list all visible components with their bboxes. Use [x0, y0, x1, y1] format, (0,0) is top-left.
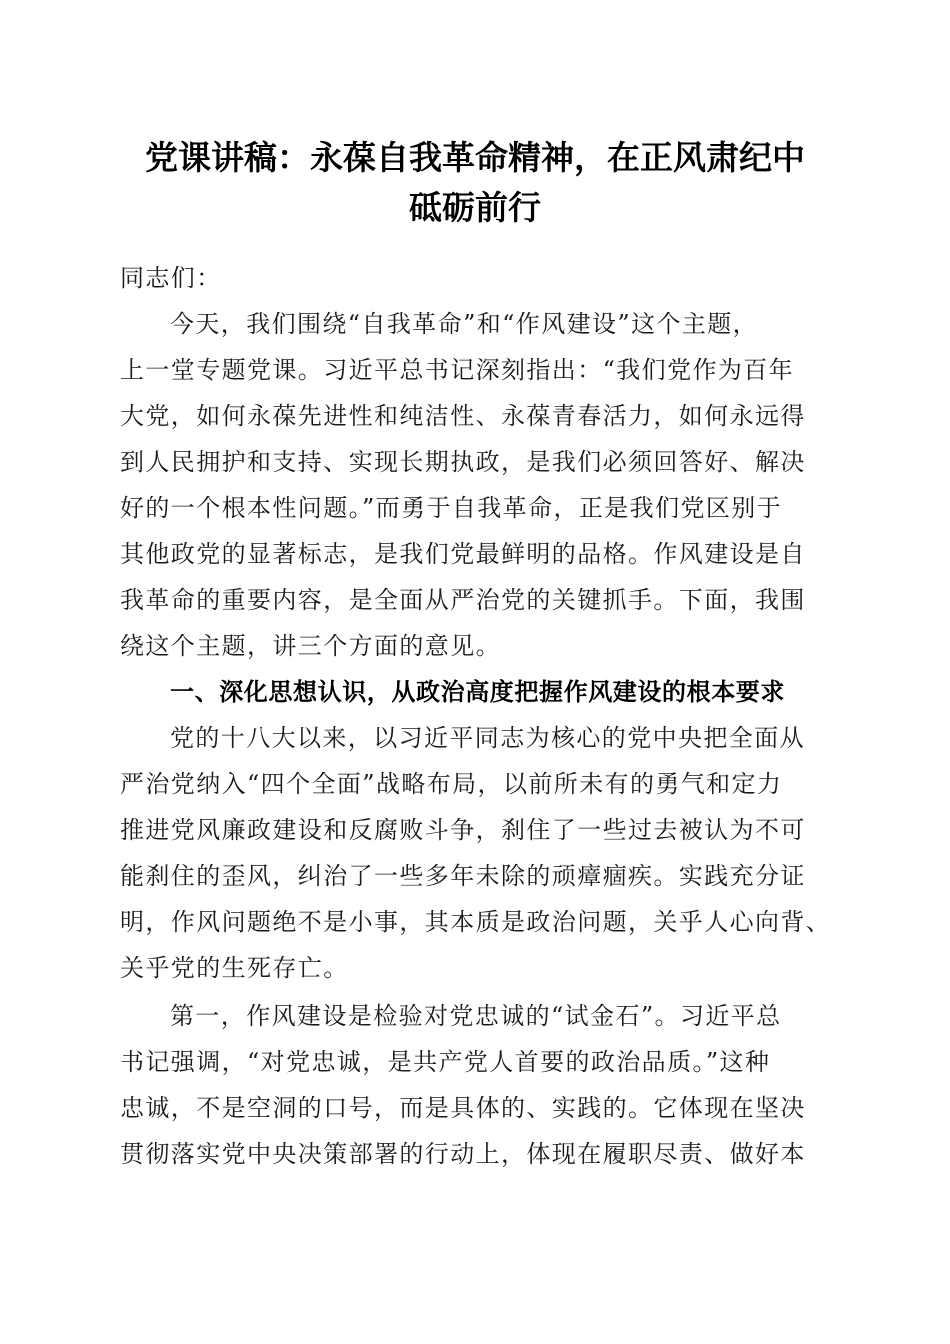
paragraph-first-point: [120, 993, 830, 1177]
paragraph-line: 贯彻落实党中央决策部署的行动上，体现在履职尽责、做好本: [120, 1140, 806, 1168]
paragraph-line: 党的十八大以来，以习近平同志为核心的党中央把全面从: [170, 724, 805, 752]
paragraph-line: 今天，我们围绕“自我革命”和“作风建设”这个主题，: [170, 310, 759, 338]
document-body: [120, 255, 830, 1177]
paragraph-line: 到人民拥护和支持、实现长期执政，是我们必须回答好、解决: [120, 448, 806, 476]
paragraph-line: 大党，如何永葆先进性和纯洁性、永葆青春活力，如何永远得: [120, 402, 806, 430]
paragraph-line: 好的一个根本性问题。”而勇于自我革命，正是我们党区别于: [120, 494, 783, 522]
section-heading-1: 一、深化思想认识，从政治高度把握作风建设的根本要求: [170, 678, 785, 706]
title-line-1: 党课讲稿：永葆自我革命精神，在正风肃纪中: [145, 138, 805, 177]
paragraph-line: 关乎党的生死存亡。: [120, 954, 349, 982]
paragraph-line: 绕这个主题，讲三个方面的意见。: [120, 632, 501, 660]
paragraph-line: 上一堂专题党课。习近平总书记深刻指出：“我们党作为百年: [120, 356, 795, 384]
paragraph-line: 严治党纳入“四个全面”战略布局，以前所未有的勇气和定力: [120, 770, 783, 798]
paragraph-line: 明，作风问题绝不是小事，其本质是政治问题，关乎人心向背、: [120, 908, 832, 936]
paragraph-intro: [120, 301, 830, 669]
greeting: 同志们：: [120, 264, 222, 292]
paragraph-line: 其他政党的显著标志，是我们党最鲜明的品格。作风建设是自: [120, 540, 806, 568]
paragraph-line: 第一，作风建设是检验对党忠诚的“试金石”。习近平总: [170, 1002, 782, 1030]
title-line-2: 砥砺前行: [409, 188, 541, 227]
paragraph-line: 能刹住的歪风，纠治了一些多年未除的顽瘴痼疾。实践充分证: [120, 862, 806, 890]
paragraph-line: 忠诚，不是空洞的口号，而是具体的、实践的。它体现在坚决: [120, 1094, 806, 1122]
paragraph-line: 推进党风廉政建设和反腐败斗争，刹住了一些过去被认为不可: [120, 816, 806, 844]
document-title: [0, 133, 950, 233]
paragraph-line: 我革命的重要内容，是全面从严治党的关键抓手。下面，我围: [120, 586, 806, 614]
paragraph-section-1: [120, 715, 830, 991]
paragraph-line: 书记强调，“对党忠诚，是共产党人首要的政治品质。”这种: [120, 1048, 771, 1076]
